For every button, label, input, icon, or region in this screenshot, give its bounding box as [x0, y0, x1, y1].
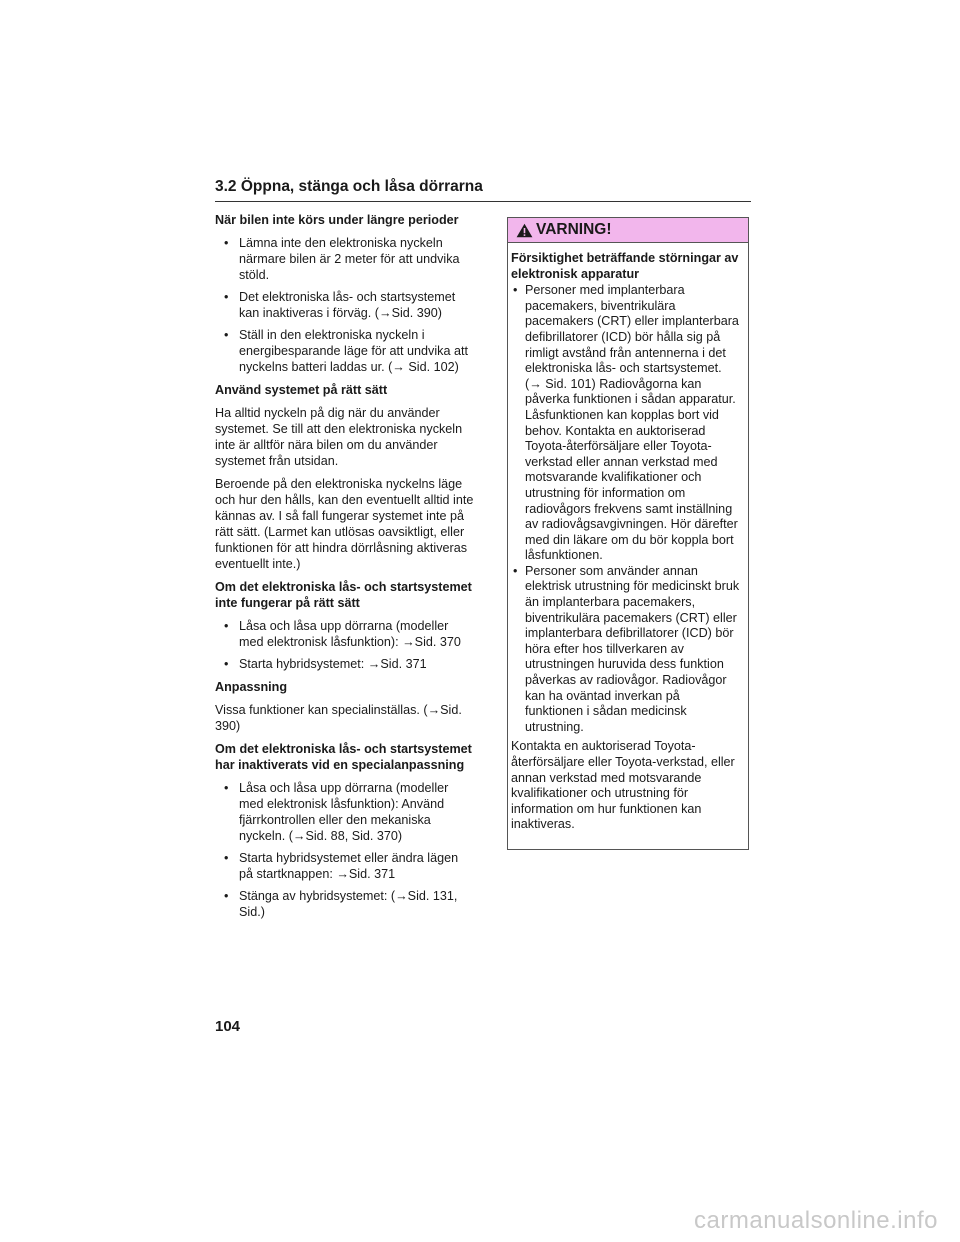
list-item: • Starta hybridsystemet: →Sid. 371	[215, 656, 475, 672]
warning-header	[508, 218, 748, 243]
warning-heading: Försiktighet beträffande störningar av elektronisk apparatur	[511, 251, 739, 281]
list-item: • Personer med implanterbara pacemakers, biventrikulära pacemakers (CRT) eller implanterbara defibrillatorer (ICD) bör hålla sig på rimligt avstånd från antennerna i det elektroniska lås- och startsystemet. (→ Sid. 101) Radiovågorna kan påverka funktionen i sådan apparatur. Låsfunktionen kan kopplas bort vid behov. Kontakta en auktoriserad Toyota-återförsäljare eller Toyota-verkstad eller annan verkstad med motsvarande kvalifikationer och utrustning för information om radiovågors frekvens samt inställning av radiovågsavgivningen. Hör därefter med din läkare om du bör koppla bort låsfunktionen.	[511, 283, 741, 564]
paragraph: Vissa funktioner kan specialinställas. (→Sid. 390)	[215, 703, 462, 733]
list-item: • Starta hybridsystemet eller ändra lägen på startknappen: →Sid. 371	[215, 850, 475, 882]
left-column	[215, 212, 475, 927]
bullet-list-deactivated	[215, 780, 475, 920]
warning-bullet-list	[511, 283, 741, 735]
warning-closing-text: Kontakta en auktoriserad Toyota-återförsäljare eller Toyota-verkstad, eller annan verkstad med motsvarande kvalifikationer och utrustning för information om hur funktionen kan inaktiveras.	[511, 739, 735, 832]
heading-inactive-periods: När bilen inte körs under längre perioder	[215, 213, 459, 227]
list-item: • Ställ in den elektroniska nyckeln i energibesparande läge för att undvika att nyckelns batteri laddas ur. (→ Sid. 102)	[215, 327, 475, 375]
list-item: • Det elektroniska lås- och startsystemet kan inaktiveras i förväg. (→Sid. 390)	[215, 289, 475, 321]
bullet-list-malfunction	[215, 618, 475, 672]
bullet-list-inactive	[215, 235, 475, 375]
list-item: • Låsa och låsa upp dörrarna (modeller med elektronisk låsfunktion): →Sid. 370	[215, 618, 475, 650]
paragraph: Ha alltid nyckeln på dig när du använder systemet. Se till att den elektroniska nyckeln inte är alltför nära bilen om du använder systemet från utsidan.	[215, 406, 463, 468]
heading-system-malfunction: Om det elektroniska lås- och startsystemet inte fungerar på rätt sätt	[215, 580, 472, 610]
section-title: 3.2 Öppna, stänga och låsa dörrarna	[215, 178, 751, 202]
warning-triangle-icon	[516, 223, 533, 238]
page-number: 104	[215, 1018, 241, 1035]
warning-body	[508, 243, 748, 833]
list-item: • Personer som använder annan elektrisk utrustning för medicinskt bruk än implanterbara pacemakers, biventrikulära pacemakers (CRT) eller implanterbara defibrillatorer (ICD) bör höra efter hos tillverkaren av utrustningen huruvida dess funktion påverkas av radiovågor. Radiovågor kan ha oväntad inverkan på funktionen i sådan medicinsk utrustning.	[511, 564, 741, 736]
watermark: carmanualsonline.info	[694, 1207, 938, 1234]
heading-system-deactivated: Om det elektroniska lås- och startsystemet har inaktiverats vid en specialanpassning	[215, 742, 472, 772]
paragraph: Beroende på den elektroniska nyckelns läge och hur den hålls, kan den eventuellt alltid inte kännas av. I så fall fungerar systemet inte på rätt sätt. (Larmet kan utlösas oavsiktligt, eller funktionen för att hindra dörrlåsning aktiveras eventuellt inte.)	[215, 477, 474, 571]
warning-box	[507, 217, 749, 850]
list-item: • Lämna inte den elektroniska nyckeln närmare bilen är 2 meter för att undvika stöld.	[215, 235, 475, 283]
list-item: • Låsa och låsa upp dörrarna (modeller med elektronisk låsfunktion): Använd fjärrkontrollen eller den mekaniska nyckeln. (→Sid. 88, Sid. 370)	[215, 780, 475, 844]
list-item: • Stänga av hybridsystemet: (→Sid. 131, Sid.)	[215, 888, 475, 920]
heading-use-correctly: Använd systemet på rätt sätt	[215, 383, 388, 397]
warning-title: VARNING!	[536, 221, 612, 238]
heading-customization: Anpassning	[215, 680, 288, 694]
